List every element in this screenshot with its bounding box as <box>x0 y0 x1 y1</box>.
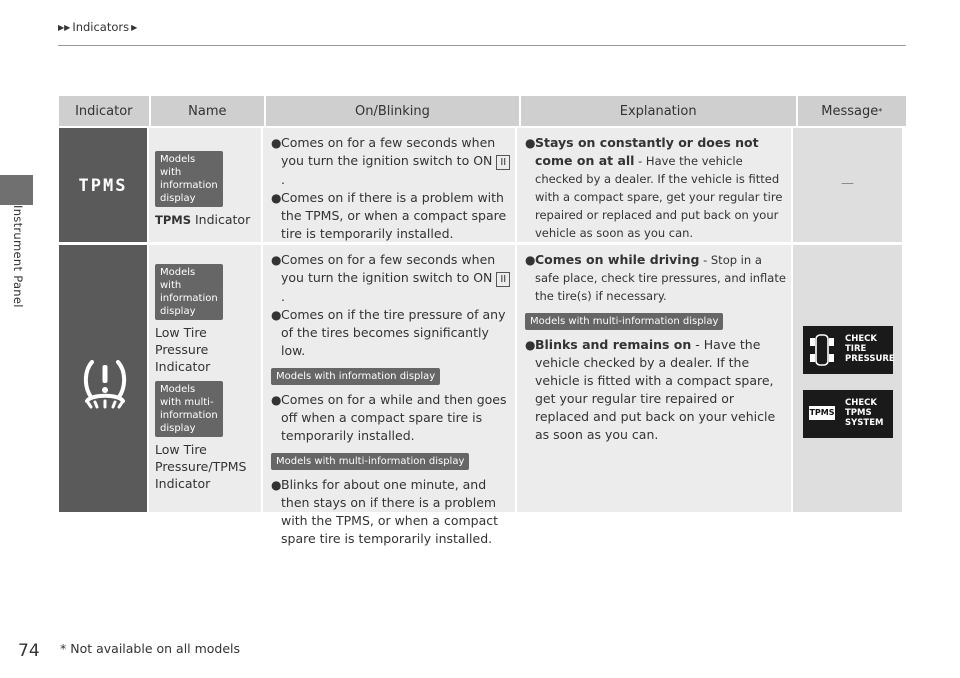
list-item <box>271 189 511 243</box>
list-item <box>271 251 511 306</box>
ignition-key-icon: II <box>496 272 510 287</box>
bullet-icon: ● <box>525 136 536 150</box>
model-badge: Models with multi-information display <box>155 381 223 437</box>
model-badge: Models with multi-information display <box>271 453 469 470</box>
tpms-icon: TPMS <box>78 176 128 196</box>
bullet-text: Blinks for about one minute, and then stays on if there is a problem with the TPMS, or when a compact spare tire is temporarily installed. <box>281 477 499 546</box>
bullet-icon: ● <box>271 478 282 492</box>
bullet-text: Comes on for a while and then goes off when a compact spare tire is temporarily installed. <box>281 392 507 443</box>
bullet-text: Comes on for a few seconds when you turn the ignition switch to ON <box>281 252 497 285</box>
footnote: * Not available on all models <box>60 641 241 656</box>
bullet-icon: ● <box>271 136 282 150</box>
car-tires-icon <box>809 332 835 368</box>
model-badge: Models with information display <box>155 151 223 207</box>
list-item <box>271 476 511 548</box>
message-cell <box>793 128 902 242</box>
model-badge: Models with multi-information display <box>525 313 723 330</box>
bullet-text: - Have the vehicle checked by a dealer. If the vehicle is fitted with a compact spare, get your regular tire repaired or replaced and put back on your vehicle as soon as you can. <box>535 154 783 240</box>
list-item <box>271 391 511 445</box>
message-line: CHECK <box>845 334 877 344</box>
page-number: 74 <box>18 641 40 661</box>
name-rest: Indicator <box>191 212 251 227</box>
bullet-text: - Stop in a safe place, check tire pressures, and inflate the tire(s) if necessary. <box>535 253 786 303</box>
col-message <box>798 96 906 126</box>
check-tire-pressure-message <box>803 326 893 374</box>
message-line: CHECK <box>845 398 877 408</box>
bullet-icon: ● <box>271 191 282 205</box>
indicator-name: Low Tire Pressure Indicator <box>155 325 211 374</box>
col-on-blinking: On/Blinking <box>266 96 521 126</box>
bullet-bold: Comes on while driving <box>535 252 700 267</box>
bullet-text: Comes on if the tire pressure of any of the tires becomes significantly low. <box>281 307 506 358</box>
header-divider <box>58 45 906 46</box>
indicator-table <box>59 96 906 546</box>
indicator-cell <box>59 128 149 242</box>
bullet-icon: ● <box>525 338 536 352</box>
explanation-cell <box>517 245 793 512</box>
chapter-tab <box>0 175 33 205</box>
low-tire-pressure-icon <box>83 357 127 409</box>
triangle-icon: ▶▶ <box>58 22 71 32</box>
list-item <box>525 251 787 305</box>
indicator-name <box>155 211 261 229</box>
bullet-icon: ● <box>525 253 536 267</box>
col-name: Name <box>151 96 266 126</box>
bullet-bold: Stays on constantly or does not come on at all <box>535 135 759 168</box>
col-indicator: Indicator <box>59 96 151 126</box>
name-cell <box>149 245 263 512</box>
table-header <box>59 96 906 128</box>
bullet-text: . <box>281 289 285 304</box>
triangle-icon: ▶ <box>131 22 138 32</box>
indicator-name: Low Tire Pressure/TPMS Indicator <box>155 442 247 491</box>
bullet-text: . <box>281 172 285 187</box>
bullet-text: Comes on for a few seconds when you turn the ignition switch to ON <box>281 135 497 168</box>
check-tpms-system-message <box>803 390 893 438</box>
message-line: TPMS <box>845 408 872 418</box>
list-item <box>525 134 787 242</box>
message-line: TIRE <box>845 344 867 354</box>
col-explanation: Explanation <box>521 96 798 126</box>
col-message-label: Message <box>821 103 879 119</box>
on-blinking-cell <box>263 128 517 242</box>
bullet-text: Comes on if there is a problem with the TPMS, or when a compact spare tire is temporarily installed. <box>281 190 507 241</box>
model-badge: Models with information display <box>155 264 223 320</box>
explanation-cell <box>517 128 793 242</box>
indicator-cell <box>59 245 149 512</box>
message-line: SYSTEM <box>845 418 884 428</box>
tpms-icon: TPMS <box>809 406 835 420</box>
list-item <box>271 134 511 189</box>
breadcrumb <box>58 20 137 34</box>
name-bold: TPMS <box>155 213 191 227</box>
bullet-bold: Blinks and remains on <box>535 337 692 352</box>
ignition-key-icon: II <box>496 155 510 170</box>
message-line: PRESSURE <box>845 354 895 364</box>
bullet-text: - Have the vehicle checked by a dealer. If the vehicle is fitted with a compact spare, get your regular tire repaired or replaced and put back on your vehicle as soon as you can. <box>535 337 776 442</box>
footnote-mark[interactable]: * <box>878 106 883 116</box>
bullet-icon: ● <box>271 393 282 407</box>
table-row <box>59 245 906 546</box>
list-item <box>525 336 787 444</box>
message-cell <box>793 245 902 512</box>
breadcrumb-label[interactable]: Indicators <box>72 20 130 34</box>
table-row <box>59 128 906 245</box>
chapter-label: Instrument Panel <box>11 205 25 308</box>
on-blinking-cell <box>263 245 517 546</box>
list-item <box>271 306 511 360</box>
no-message: — <box>841 176 854 191</box>
name-cell <box>149 128 263 242</box>
bullet-icon: ● <box>271 308 282 322</box>
model-badge: Models with information display <box>271 368 440 385</box>
bullet-icon: ● <box>271 253 282 267</box>
